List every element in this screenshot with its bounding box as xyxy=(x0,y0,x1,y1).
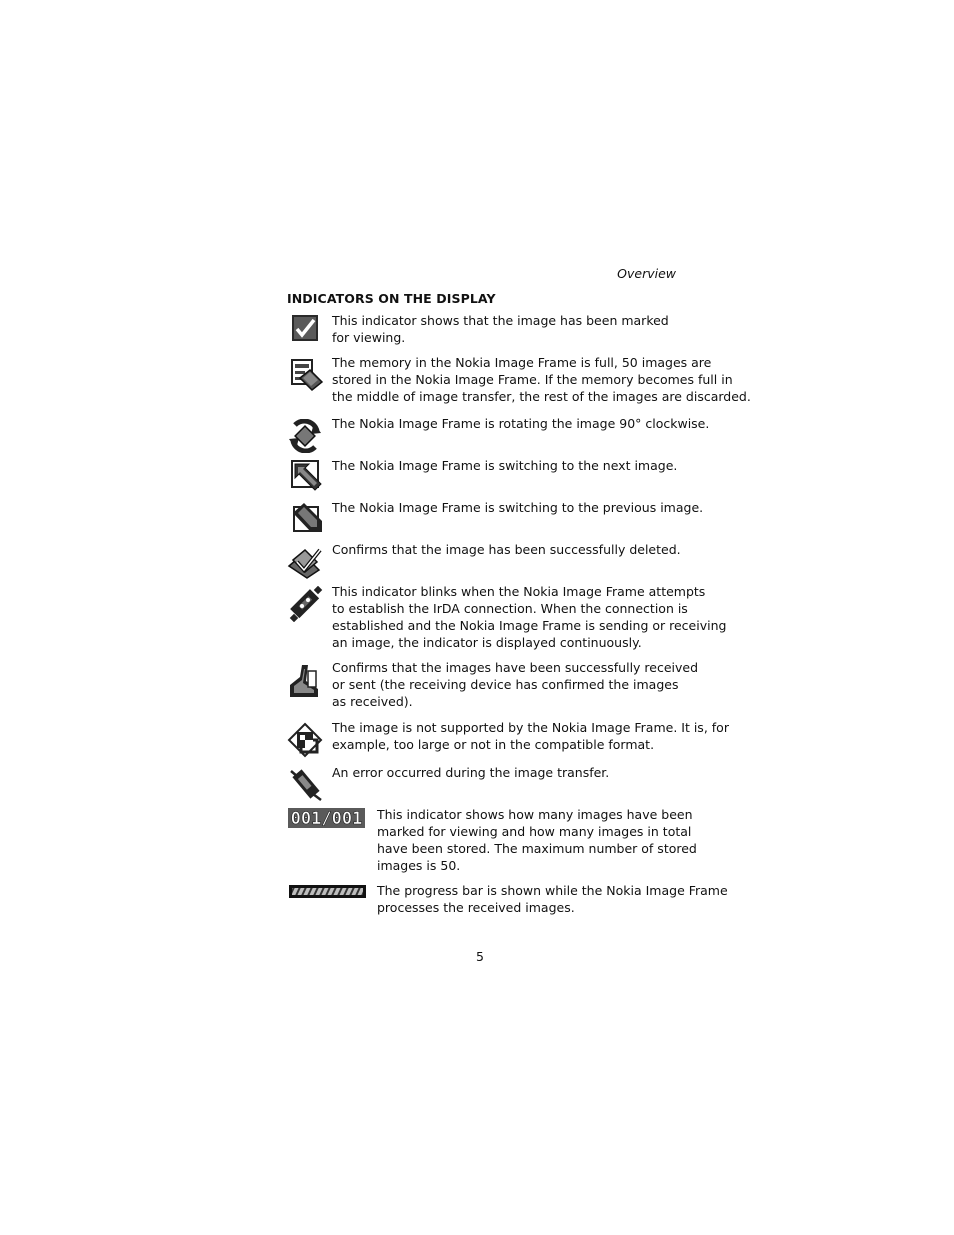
text-line: as received). xyxy=(332,694,413,709)
checkmark-icon xyxy=(291,314,319,342)
indicator-description xyxy=(332,499,704,516)
indicator-description xyxy=(377,806,697,874)
indicator-description xyxy=(332,354,751,405)
progress-bar-icon xyxy=(289,885,366,898)
indicator-description xyxy=(332,312,680,346)
image-counter-icon xyxy=(288,808,365,828)
indicator-description xyxy=(332,764,680,781)
deleted-icon xyxy=(287,544,323,580)
transfer-error-icon xyxy=(289,767,323,801)
text-line: The image is not supported by the Nokia Image Frame. It is, for xyxy=(332,720,729,735)
running-header: Overview xyxy=(617,266,676,281)
indicator-description xyxy=(332,415,710,432)
text-line: This indicator blinks when the Nokia Image Frame attempts xyxy=(332,584,706,599)
text-line: the middle of image transfer, the rest of the images are discarded. xyxy=(332,389,751,404)
indicator-description xyxy=(377,882,728,916)
indicator-description xyxy=(332,659,699,710)
previous-image-icon xyxy=(290,501,324,533)
transfer-confirmed-icon xyxy=(288,663,322,699)
text-line: an image, the indicator is displayed continuously. xyxy=(332,635,642,650)
indicator-description xyxy=(332,541,680,558)
unsupported-image-icon xyxy=(287,722,323,758)
text-line: have been stored. The maximum number of stored xyxy=(377,841,697,856)
rotate-icon xyxy=(287,419,323,453)
indicator-description xyxy=(332,719,729,753)
text-line: stored in the Nokia Image Frame. If the memory becomes full in xyxy=(332,372,733,387)
text-line: The Nokia Image Frame is switching to the next image. xyxy=(332,458,678,473)
image-counter-text: 001/001 xyxy=(290,809,363,828)
text-line: This indicator shows that the image has been marked xyxy=(332,313,669,328)
memory-full-icon xyxy=(290,358,324,392)
text-line: The progress bar is shown while the Nokia Image Frame xyxy=(377,883,728,898)
text-line: Confirms that the images have been successfully received xyxy=(332,660,699,675)
indicator-description xyxy=(332,457,680,474)
text-line: The Nokia Image Frame is rotating the image 90° clockwise. xyxy=(332,416,710,431)
page-number: 5 xyxy=(476,949,484,964)
text-line: Confirms that the image has been successfully deleted. xyxy=(332,542,681,557)
text-line: for viewing. xyxy=(332,330,406,345)
text-line: The Nokia Image Frame is switching to the previous image. xyxy=(332,500,704,515)
text-line: or sent (the receiving device has confirmed the images xyxy=(332,677,679,692)
text-line: processes the received images. xyxy=(377,900,575,915)
next-image-icon xyxy=(291,460,323,492)
text-line: to establish the IrDA connection. When the connection is xyxy=(332,601,688,616)
text-line: An error occurred during the image transfer. xyxy=(332,765,610,780)
indicator-description xyxy=(332,583,727,651)
text-line: example, too large or not in the compatible format. xyxy=(332,737,655,752)
text-line: marked for viewing and how many images in total xyxy=(377,824,692,839)
text-line: established and the Nokia Image Frame is sending or receiving xyxy=(332,618,727,633)
section-title: INDICATORS ON THE DISPLAY xyxy=(287,291,496,306)
irda-connection-icon xyxy=(288,586,324,622)
text-line: This indicator shows how many images have been xyxy=(377,807,693,822)
text-line: images is 50. xyxy=(377,858,461,873)
text-line: The memory in the Nokia Image Frame is full, 50 images are xyxy=(332,355,712,370)
